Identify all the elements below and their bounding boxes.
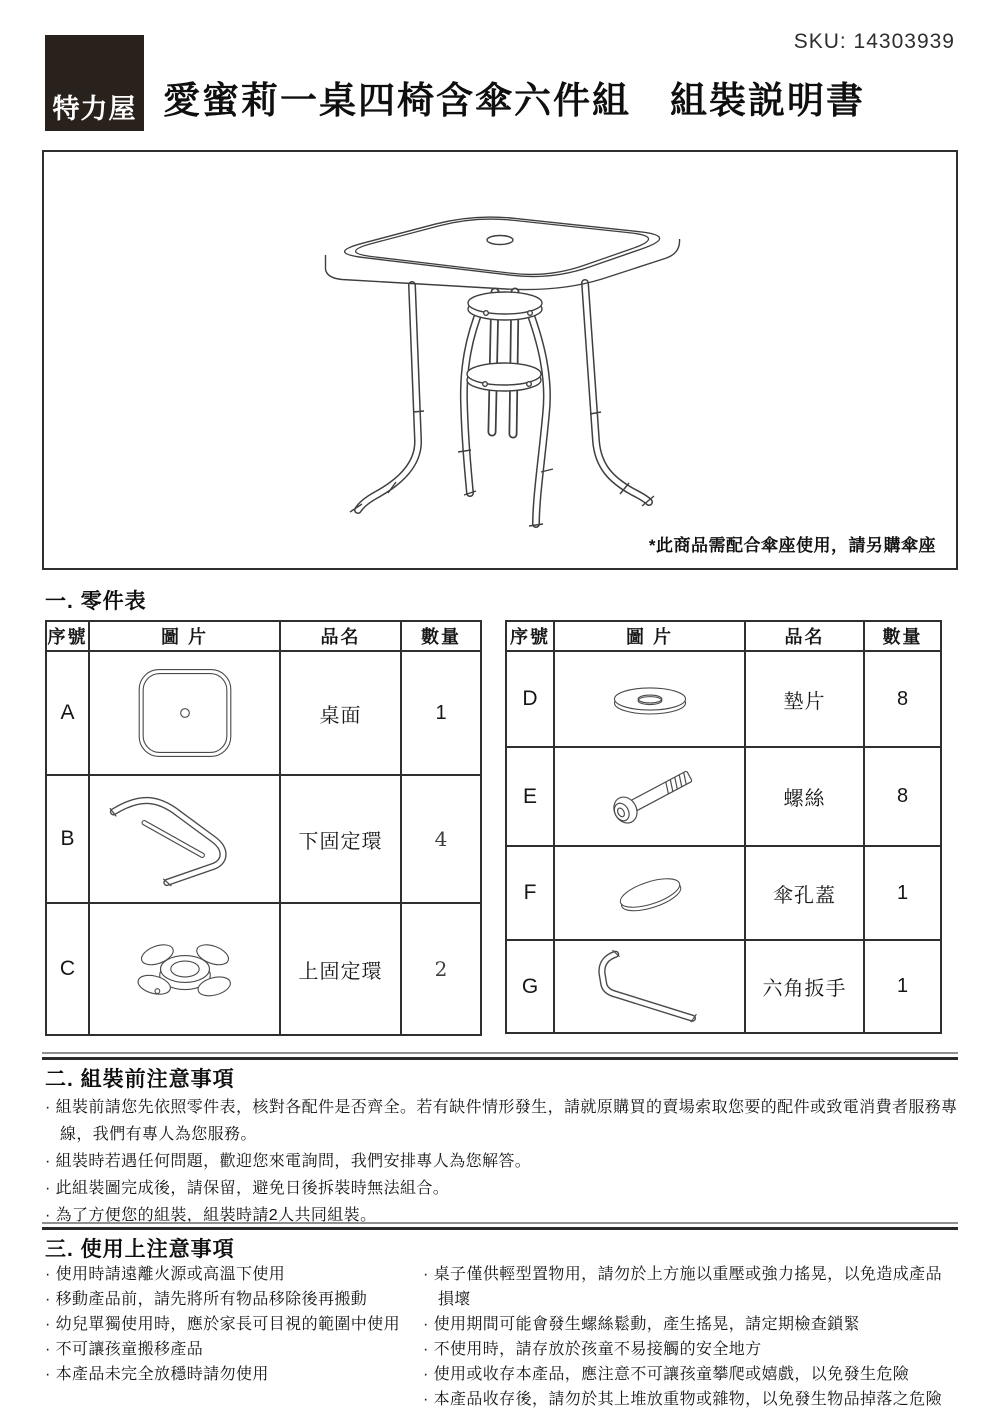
table-header-row (506, 621, 941, 651)
table-header-row (46, 621, 481, 651)
notice-item: · 不可讓孩童搬移產品 (45, 1341, 204, 1358)
part-id: B (46, 775, 89, 903)
part-qty: 1 (864, 940, 941, 1033)
table-row (46, 651, 481, 775)
table-illustration (44, 152, 956, 568)
part-name: 桌面 (280, 651, 401, 775)
part-id: A (46, 651, 89, 775)
part-name: 螺絲 (745, 747, 864, 846)
part-name: 墊片 (745, 651, 864, 747)
col-header-picture: 圖 片 (89, 621, 280, 651)
notice-item: · 此組裝圖完成後，請保留，避免日後拆裝時無法組合。 (45, 1180, 450, 1197)
col-header-id: 序號 (46, 621, 89, 651)
table-row (46, 903, 481, 1035)
notice-item: · 使用或收存本產品，應注意不可讓孩童攀爬或嬉戲，以免發生危險 (423, 1366, 910, 1383)
notice-item: · 幼兒單獨使用時，應於家長可目視的範圍中使用 (45, 1316, 400, 1333)
bolt-icon (570, 750, 730, 844)
part-qty: 8 (864, 651, 941, 747)
part-name: 上固定環 (280, 903, 401, 1035)
sku-label: SKU: 14303939 (793, 30, 955, 53)
col-header-id: 序號 (506, 621, 554, 651)
part-id: C (46, 903, 89, 1035)
product-diagram-box (42, 150, 958, 570)
brand-logo-text: 特力屋 (52, 94, 137, 124)
usage-notice-list-right (423, 1262, 957, 1412)
table-row (506, 651, 941, 747)
umbrella-hole-cap-icon (580, 850, 720, 936)
part-qty: 2 (401, 903, 481, 1035)
parts-table-left (45, 620, 482, 1036)
table-row (506, 747, 941, 846)
col-header-name: 品名 (745, 621, 864, 651)
notice-item: · 移動產品前，請先將所有物品移除後再搬動 (45, 1291, 368, 1308)
part-name: 傘孔蓋 (745, 846, 864, 940)
usage-section-title: 三. 使用上注意事項 (45, 1238, 235, 1261)
notice-item: · 本產品未完全放穩時請勿使用 (45, 1366, 269, 1383)
part-id: F (506, 846, 554, 940)
col-header-qty: 數量 (864, 621, 941, 651)
part-name: 下固定環 (280, 775, 401, 903)
notice-item: · 組裝前請您先依照零件表，核對各配件是否齊全。若有缺件情形發生，請就原購買的賣場索取您要的配件或致電消費者服務專線，我們有專人為您服務。 (45, 1099, 958, 1143)
col-header-name: 品名 (280, 621, 401, 651)
notice-item: · 使用時請遠離火源或高溫下使用 (45, 1266, 286, 1283)
part-name: 六角扳手 (745, 940, 864, 1033)
washer-icon (575, 655, 725, 743)
part-id: D (506, 651, 554, 747)
upper-ring-icon (110, 911, 260, 1027)
notice-item: · 為了方便您的組裝，組裝時請2人共同組裝。 (45, 1207, 377, 1224)
hex-wrench-icon (570, 943, 730, 1031)
notice-item: · 不使用時，請存放於孩童不易接觸的安全地方 (423, 1341, 762, 1358)
table-row (506, 846, 941, 940)
table-row (506, 940, 941, 1033)
notice-item: · 使用期間可能會發生螺絲鬆動，產生搖晃，請定期檢查鎖緊 (423, 1316, 860, 1333)
tabletop-icon (110, 655, 260, 771)
usage-notice-list-left (45, 1262, 423, 1387)
part-id: E (506, 747, 554, 846)
pre-assembly-notice-list (45, 1094, 961, 1229)
notice-item: · 本產品收存後，請勿於其上堆放重物或雜物，以免發生物品掉落之危險 (423, 1391, 942, 1408)
notice-item: · 桌子僅供輕型置物用，請勿於上方施以重壓或強力搖晃，以免造成產品損壞 (423, 1266, 942, 1308)
notice-item: · 組裝時若遇任何問題，歡迎您來電詢問，我們安排專人為您解答。 (45, 1153, 532, 1170)
page-title: 愛蜜莉一桌四椅含傘六件組 組裝説明書 (163, 80, 865, 121)
col-header-qty: 數量 (401, 621, 481, 651)
part-qty: 1 (401, 651, 481, 775)
table-row (46, 775, 481, 903)
part-qty: 4 (401, 775, 481, 903)
umbrella-note: *此商品需配合傘座使用，請另購傘座 (648, 536, 936, 555)
parts-section-title: 一. 零件表 (45, 590, 147, 613)
part-id: G (506, 940, 554, 1033)
lower-ring-icon (99, 783, 271, 895)
brand-logo (45, 35, 144, 131)
parts-table-right (505, 620, 942, 1034)
pre-assembly-section-title: 二. 組裝前注意事項 (45, 1068, 235, 1091)
section-divider (42, 1222, 958, 1230)
part-qty: 1 (864, 846, 941, 940)
part-qty: 8 (864, 747, 941, 846)
section-divider (42, 1052, 958, 1060)
col-header-picture: 圖 片 (554, 621, 745, 651)
